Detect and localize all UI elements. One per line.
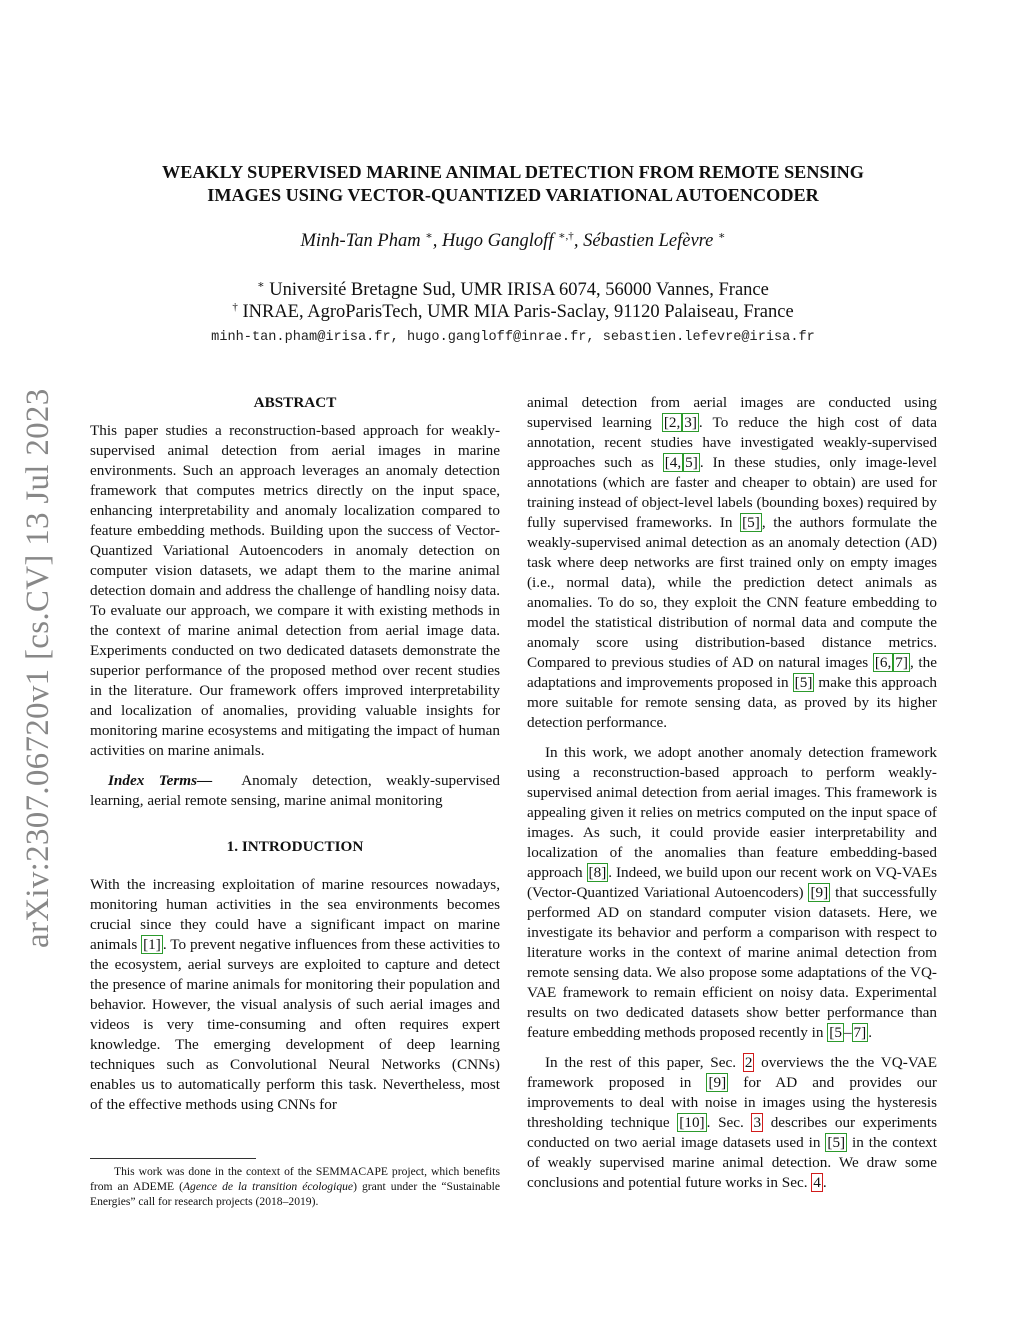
affiliation-2-mark: † xyxy=(232,301,238,313)
author-3-mark: ∗ xyxy=(718,230,726,242)
body-text: In this work, we adopt another anomaly detection framework using a reconstruction-based approach to perform weakly-supervised animal detection from aerial images. This framework is appealing given it relies on metrics computed on the input space of images. As such, it could provide easier interpretability and localization of the anomalies than feature embedding-based approach xyxy=(527,744,937,881)
body-text: . xyxy=(868,1024,872,1041)
citation-link[interactable]: [10] xyxy=(679,1114,705,1131)
author-2-mark: ∗,† xyxy=(558,230,574,242)
citation-link[interactable]: [1] xyxy=(143,936,161,953)
citation-link[interactable]: [9] xyxy=(810,884,829,901)
body-text: overviews the the VQ-VAE framework proposed in xyxy=(527,1054,938,1091)
body-text: that successfully performed AD on standard computer vision datasets. Here, we investigate its behavior and perform a comparison with respect to literature works in the context of marine animal detection from remote sensing data. We also propose some adaptations of the VQ-VAE framework to remain efficient on noisy data. Experimental results on two dedicated datasets show better performance than feature embedding methods proposed recently in xyxy=(527,884,938,1041)
index-terms-label: Index Terms— xyxy=(108,772,213,789)
author-1-mark: ∗ xyxy=(425,230,433,242)
body-text: – xyxy=(843,1024,852,1041)
footnote-text: ) grant under the “Sustainable Energies” call for research projects (2018–2019). xyxy=(90,1180,500,1208)
body-text: . To reduce the high cost of data annotation, recent studies have investigated weakly-supervised approaches such as xyxy=(527,414,937,471)
affiliation-1-mark: ∗ xyxy=(257,279,265,291)
body-text: In the rest of this paper, Sec. xyxy=(545,1054,743,1071)
title-line-1: WEAKLY SUPERVISED MARINE ANIMAL DETECTION FROM REMOTE SENSING xyxy=(162,162,864,182)
arxiv-identifier: arXiv:2307.06720v1 [cs.CV] 13 Jul 2023 xyxy=(20,388,56,948)
body-text: . Sec. xyxy=(706,1114,752,1131)
section-link[interactable]: 2 xyxy=(744,1054,753,1071)
body-text: for AD and provides our improvements to deal with noise in images using the hysteresis thresholding technique xyxy=(527,1074,937,1131)
author-2: Hugo Gangloff xyxy=(441,231,554,252)
title-line-2: IMAGES USING VECTOR-QUANTIZED VARIATIONAL AUTOENCODER xyxy=(207,185,819,205)
citation-link[interactable]: [2, xyxy=(663,414,681,431)
affiliation-1 xyxy=(90,278,936,301)
intro-text: . To prevent negative influences from these activities to the ecosystem, aerial surveys are exploited to capture and detect the presence of marine animals for monitoring their population and behavior. However, the visual analysis of such aerial images and videos is very time-consuming and often requires expert knowledge. The emerging development of deep learning techniques such as Convolutional Neural Networks (CNNs) enables us to automatically perform this task. Nevertheless, most of the effective methods using CNNs for xyxy=(90,936,500,1113)
section-link[interactable]: 4 xyxy=(813,1174,821,1191)
affiliation-2-text: INRAE, AgroParisTech, UMR MIA Paris-Saclay, 91120 Palaiseau, France xyxy=(242,302,794,323)
body-text: . Indeed, we build upon our recent work on VQ-VAEs (Vector-Quantized Variational Autoencoders) xyxy=(527,864,938,901)
section-link[interactable]: 3 xyxy=(753,1114,762,1131)
footnote-italic: Agence de la transition écologique xyxy=(182,1180,354,1193)
affiliation-2 xyxy=(90,301,936,323)
footnote-divider xyxy=(90,1158,256,1159)
right-paragraph-3 xyxy=(527,1053,937,1193)
introduction-heading: 1. INTRODUCTION xyxy=(226,838,364,855)
citation-link[interactable]: [9] xyxy=(708,1074,727,1091)
citation-link[interactable]: [5] xyxy=(742,514,760,531)
footnote xyxy=(90,1164,500,1209)
body-text: in the context of weakly supervised marine animal detection. We draw some conclusions and potential future works in Sec. xyxy=(527,1134,937,1191)
paper-title xyxy=(90,161,936,207)
intro-text: With the increasing exploitation of marine resources nowadays, monitoring human activities in the sea environments becomes crucial since they could have a significant impact on marine animals xyxy=(90,876,500,953)
left-column xyxy=(90,393,500,1115)
author-emails[interactable]: minh-tan.pham@irisa.fr, hugo.gangloff@inrae.fr, sebastien.lefevre@irisa.fr xyxy=(211,330,815,345)
author-3: Sébastien Lefèvre xyxy=(583,231,714,252)
body-text: animal detection from aerial images are conducted using supervised learning xyxy=(527,394,937,431)
author-list: Minh-Tan Pham ∗, Hugo Gangloff ∗,†, Sébastien Lefèvre ∗ xyxy=(300,230,726,252)
abstract-text: This paper studies a reconstruction-based approach for weakly-supervised animal detection from aerial images in marine environments. Such an approach leverages an anomaly detection framework that computes metrics directly on the input space, enhancing interpretability and anomaly localization compared to feature embedding methods. Building upon the success of Vector-Quantized Variational Autoencoders in anomaly detection on computer vision datasets, we adapt them to the marine animal detection domain and address the challenge of handling noisy data. To evaluate our approach, we compare it with existing methods in the context of marine animal detection from aerial image data. Experiments conducted on two dedicated datasets demonstrate the superior performance of the proposed method over recent studies in the literature. Our framework offers improved interpretability and localization of anomalies, providing valuable insights for monitoring marine ecosystems and mitigating the impact of human activities on marine animals. xyxy=(90,422,500,759)
index-terms-text: Anomaly detection, weakly-supervised learning, aerial remote sensing, marine animal monitoring xyxy=(90,772,501,809)
body-text: . xyxy=(822,1174,827,1191)
right-column xyxy=(527,393,937,1193)
right-paragraph-1 xyxy=(527,393,937,733)
citation-link[interactable]: [4, xyxy=(664,454,682,471)
citation-link[interactable]: [5 xyxy=(829,1024,842,1041)
citation-link[interactable]: 5] xyxy=(685,454,698,471)
body-text: make this approach more suitable for remote sensing data, as proved by its higher detection performance. xyxy=(527,674,937,731)
citation-link[interactable]: [6, xyxy=(874,654,892,671)
intro-paragraph-1 xyxy=(90,875,500,1115)
body-text: . In these studies, only image-level annotations (which are faster and cheaper to obtain) are used for training instead of object-level labels (bounding boxes) required by fully supervised frameworks. In xyxy=(527,454,938,531)
citation-link[interactable]: [8] xyxy=(588,864,607,881)
index-terms xyxy=(90,771,500,811)
abstract-heading: ABSTRACT xyxy=(253,394,337,411)
citation-link[interactable]: 7] xyxy=(895,654,908,671)
citation-link[interactable]: [5] xyxy=(794,674,813,691)
citation-link[interactable]: [5] xyxy=(827,1134,846,1151)
body-text: , the adaptations and improvements proposed in xyxy=(527,654,937,691)
citation-link[interactable]: 7] xyxy=(853,1024,867,1041)
affiliation-1-text: Université Bretagne Sud, UMR IRISA 6074, 56000 Vannes, France xyxy=(269,280,769,301)
body-text: , the authors formulate the weakly-supervised animal detection as an anomaly detection (AD) task where deep networks are first trained only on empty images (i.e., normal data), while the prediction detect animals as anomalies. To do so, they exploit the CNN feature embedding to model the statistical distribution of normal data and compute the anomaly score using distribution-based distance metrics. Compared to previous studies of AD on natural images xyxy=(527,514,937,671)
body-text: describes our experiments conducted on two aerial image datasets used in xyxy=(527,1114,938,1151)
author-1: Minh-Tan Pham xyxy=(300,231,421,252)
citation-link[interactable]: 3] xyxy=(684,414,697,431)
footnote-text: This work was done in the context of the SEMMACAPE project, which benefits from an ADEME ( xyxy=(90,1165,500,1193)
right-paragraph-2 xyxy=(527,743,937,1043)
